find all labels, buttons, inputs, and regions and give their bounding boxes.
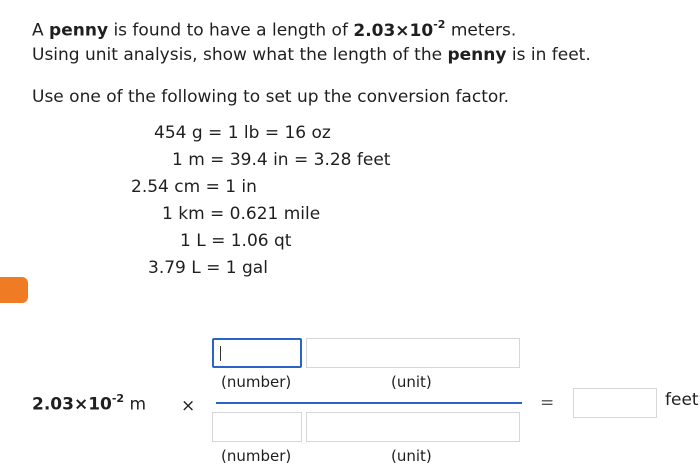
numerator-number-input[interactable] xyxy=(212,338,302,368)
denominator-number-input[interactable] xyxy=(212,412,302,442)
factor-liter-qt: 1 L = 1.06 qt xyxy=(180,231,292,251)
question-text xyxy=(32,14,591,67)
equals-symbol: = xyxy=(540,393,555,413)
penny-bold-2: penny xyxy=(447,44,507,65)
question-line-1: A penny is found to have a length of $2.03\times 10^{-2}$ meters. xyxy=(32,18,517,41)
answer-input[interactable] xyxy=(573,388,657,418)
factor-liter-gal: 3.79 L = 1 gal xyxy=(148,258,268,278)
factor-mass: 454 g = 1 lb = 16 oz xyxy=(154,123,331,143)
numerator-unit-label: (unit) xyxy=(391,373,432,391)
result-unit-label: feet xyxy=(665,390,699,410)
penny-bold: penny xyxy=(49,20,109,41)
factor-meter: 1 m = 39.4 in = 3.28 feet xyxy=(172,150,391,170)
side-tab[interactable] xyxy=(0,277,28,303)
length-value: $2.03\times 10^{-2}$ xyxy=(353,18,446,41)
instruction-text: Use one of the following to set up the conversion factor. xyxy=(32,87,510,107)
text-caret xyxy=(220,346,221,361)
denominator-number-label: (number) xyxy=(221,447,292,465)
factor-cm: 2.54 cm = 1 in xyxy=(131,177,257,197)
numerator-number-label: (number) xyxy=(221,373,292,391)
multiply-symbol: × xyxy=(181,396,196,416)
numerator-unit-input[interactable] xyxy=(306,338,520,368)
question-line-2: Using unit analysis, show what the length of the penny is in feet. xyxy=(32,44,591,65)
given-length: $2.03\times 10^{-2}$ m xyxy=(32,392,147,415)
denominator-unit-input[interactable] xyxy=(306,412,520,442)
fraction-bar xyxy=(216,402,522,404)
denominator-unit-label: (unit) xyxy=(391,447,432,465)
factor-km: 1 km = 0.621 mile xyxy=(162,204,321,224)
